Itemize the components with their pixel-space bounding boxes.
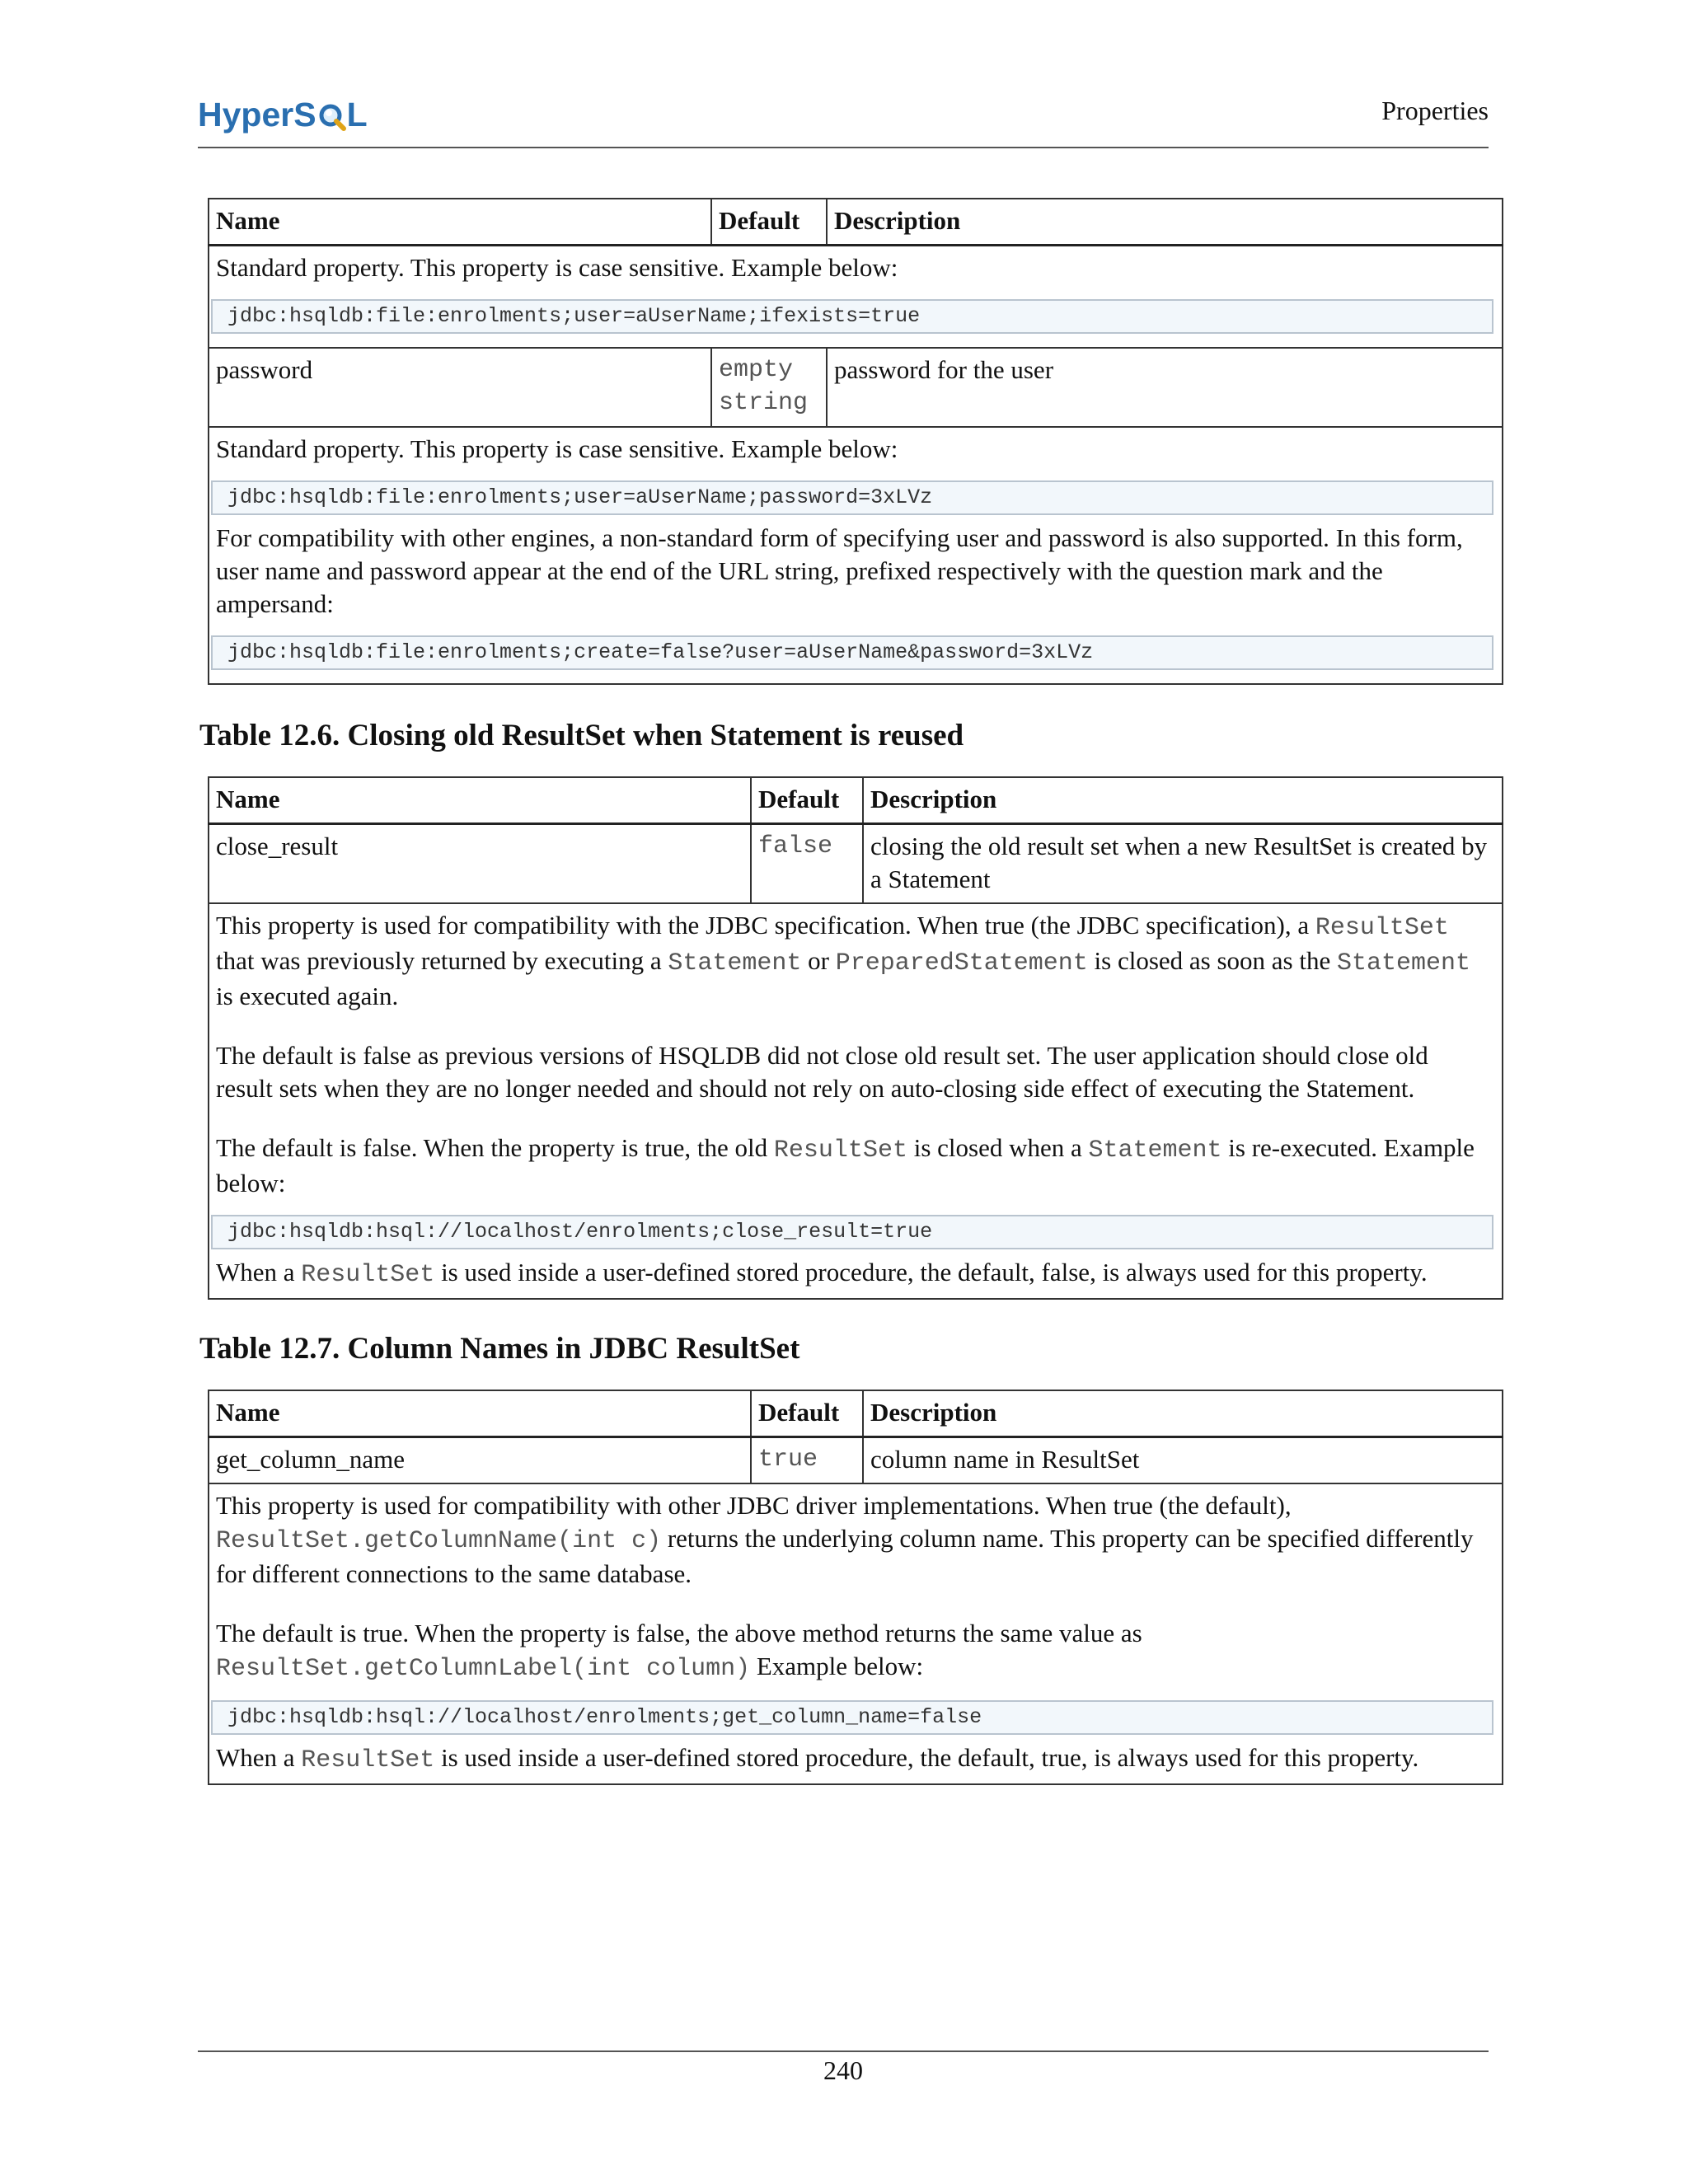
table-notes-row <box>209 1483 1503 1784</box>
code-term: ResultSet <box>301 1746 435 1774</box>
text-run: When a <box>216 1258 302 1286</box>
code-example: jdbc:hsqldb:file:enrolments;user=aUserName;password=3xLVz <box>211 480 1493 515</box>
code-term: Statement <box>1337 949 1471 977</box>
table-header-row <box>209 199 1503 246</box>
text-run: Example below: <box>750 1652 924 1680</box>
header-default: Default <box>751 777 863 824</box>
notes-cell <box>209 1483 1503 1784</box>
header-default: Default <box>711 199 827 246</box>
header-name: Name <box>209 1390 751 1437</box>
table-row <box>209 348 1503 427</box>
text-run: is closed when a <box>907 1133 1089 1162</box>
code-example: jdbc:hsqldb:file:enrolments;user=aUserName;ifexists=true <box>211 299 1493 334</box>
table-row <box>209 1437 1503 1484</box>
code-example: jdbc:hsqldb:hsql://localhost/enrolments;get_column_name=false <box>211 1700 1493 1735</box>
property-default: empty string <box>711 348 827 427</box>
footer-rule <box>198 2050 1489 2052</box>
notes-text: Standard property. This property is case sensitive. Example below: <box>216 253 898 282</box>
table-header-row <box>209 1390 1503 1437</box>
text-run: This property is used for compatibility with other JDBC driver implementations. When true (the default), <box>216 1491 1292 1520</box>
text-run: or <box>801 946 836 975</box>
header-name: Name <box>209 777 751 824</box>
page-header <box>198 82 1489 148</box>
notes-paragraph: The default is false as previous versions of HSQLDB did not close old result set. The user application should close old result sets when they are no longer needed and should not rely on auto-closing side effect of executing the Statement. <box>216 1041 1428 1103</box>
logo-text-right: L <box>346 96 368 134</box>
header-name: Name <box>209 199 711 246</box>
table-close-result <box>208 776 1503 1300</box>
header-description: Description <box>863 1390 1503 1437</box>
code-term: Statement <box>668 949 802 977</box>
logo-text-left: HyperS <box>198 96 316 134</box>
text-run: returns the underlying column name. This property can be specified differently for different connections to the same database. <box>216 1524 1474 1588</box>
header-description: Description <box>863 777 1503 824</box>
property-name: password <box>209 348 711 427</box>
code-term: ResultSet.getColumnName(int c) <box>216 1527 662 1555</box>
table-caption: Table 12.6. Closing old ResultSet when Statement is reused <box>199 719 964 752</box>
text-run: that was previously returned by executing a <box>216 946 668 975</box>
notes-cell <box>209 427 1503 684</box>
text-run: The default is false. When the property is true, the old <box>216 1133 774 1162</box>
page-content <box>199 198 1503 1785</box>
text-run: is re-executed. Example below: <box>216 1133 1475 1197</box>
header-default: Default <box>751 1390 863 1437</box>
table-notes-row <box>209 246 1503 349</box>
hypersql-logo <box>198 96 368 134</box>
magnifier-q-icon <box>318 101 346 129</box>
code-example: jdbc:hsqldb:file:enrolments;create=false?user=aUserName&password=3xLVz <box>211 635 1493 670</box>
property-description: column name in ResultSet <box>863 1437 1503 1484</box>
table-user-password <box>208 198 1503 685</box>
property-description: closing the old result set when a new ResultSet is created by a Statement <box>863 824 1503 904</box>
code-term: ResultSet <box>301 1261 435 1289</box>
notes-text: Standard property. This property is case sensitive. Example below: <box>216 434 898 463</box>
notes-text: For compatibility with other engines, a non-standard form of specifying user and password is also supported. In this form, user name and password appear at the end of the URL string, prefixed respectively with the question mark and the ampersand: <box>216 523 1463 618</box>
property-description: password for the user <box>827 348 1503 427</box>
notes-paragraph <box>216 1617 1489 1685</box>
property-default: true <box>751 1437 863 1484</box>
table-notes-row <box>209 903 1503 1299</box>
notes-paragraph <box>216 909 1489 1013</box>
header-description: Description <box>827 199 1503 246</box>
table-get-column-name <box>208 1390 1503 1785</box>
table-caption: Table 12.7. Column Names in JDBC ResultSet <box>199 1332 800 1366</box>
code-term: PreparedStatement <box>835 949 1088 977</box>
text-run: The default is true. When the property is false, the above method returns the same value as <box>216 1619 1142 1647</box>
property-name: get_column_name <box>209 1437 751 1484</box>
notes-paragraph <box>216 1741 1489 1777</box>
table-header-row <box>209 777 1503 824</box>
notes-cell <box>209 903 1503 1299</box>
text-run: is executed again. <box>216 982 399 1010</box>
table-notes-row <box>209 427 1503 684</box>
notes-paragraph <box>216 1132 1489 1200</box>
code-example: jdbc:hsqldb:hsql://localhost/enrolments;close_result=true <box>211 1215 1493 1249</box>
text-run: is used inside a user-defined stored procedure, the default, false, is always used for this property. <box>434 1258 1428 1286</box>
table-row <box>209 824 1503 904</box>
text-run: This property is used for compatibility with the JDBC specification. When true (the JDBC specification), a <box>216 911 1315 940</box>
property-default: false <box>751 824 863 904</box>
code-term: Statement <box>1088 1137 1222 1165</box>
property-name: close_result <box>209 824 751 904</box>
section-title: Properties <box>1381 96 1489 125</box>
text-run: When a <box>216 1743 302 1772</box>
notes-cell <box>209 246 1503 349</box>
code-term: ResultSet <box>773 1137 907 1165</box>
page-number: 240 <box>823 2055 863 2085</box>
code-term: ResultSet.getColumnLabel(int column) <box>216 1655 751 1683</box>
code-term: ResultSet <box>1315 914 1449 942</box>
notes-paragraph <box>216 1489 1489 1591</box>
text-run: is used inside a user-defined stored procedure, the default, true, is always used for this property. <box>434 1743 1419 1772</box>
notes-paragraph <box>216 1256 1489 1291</box>
text-run: is closed as soon as the <box>1087 946 1337 975</box>
